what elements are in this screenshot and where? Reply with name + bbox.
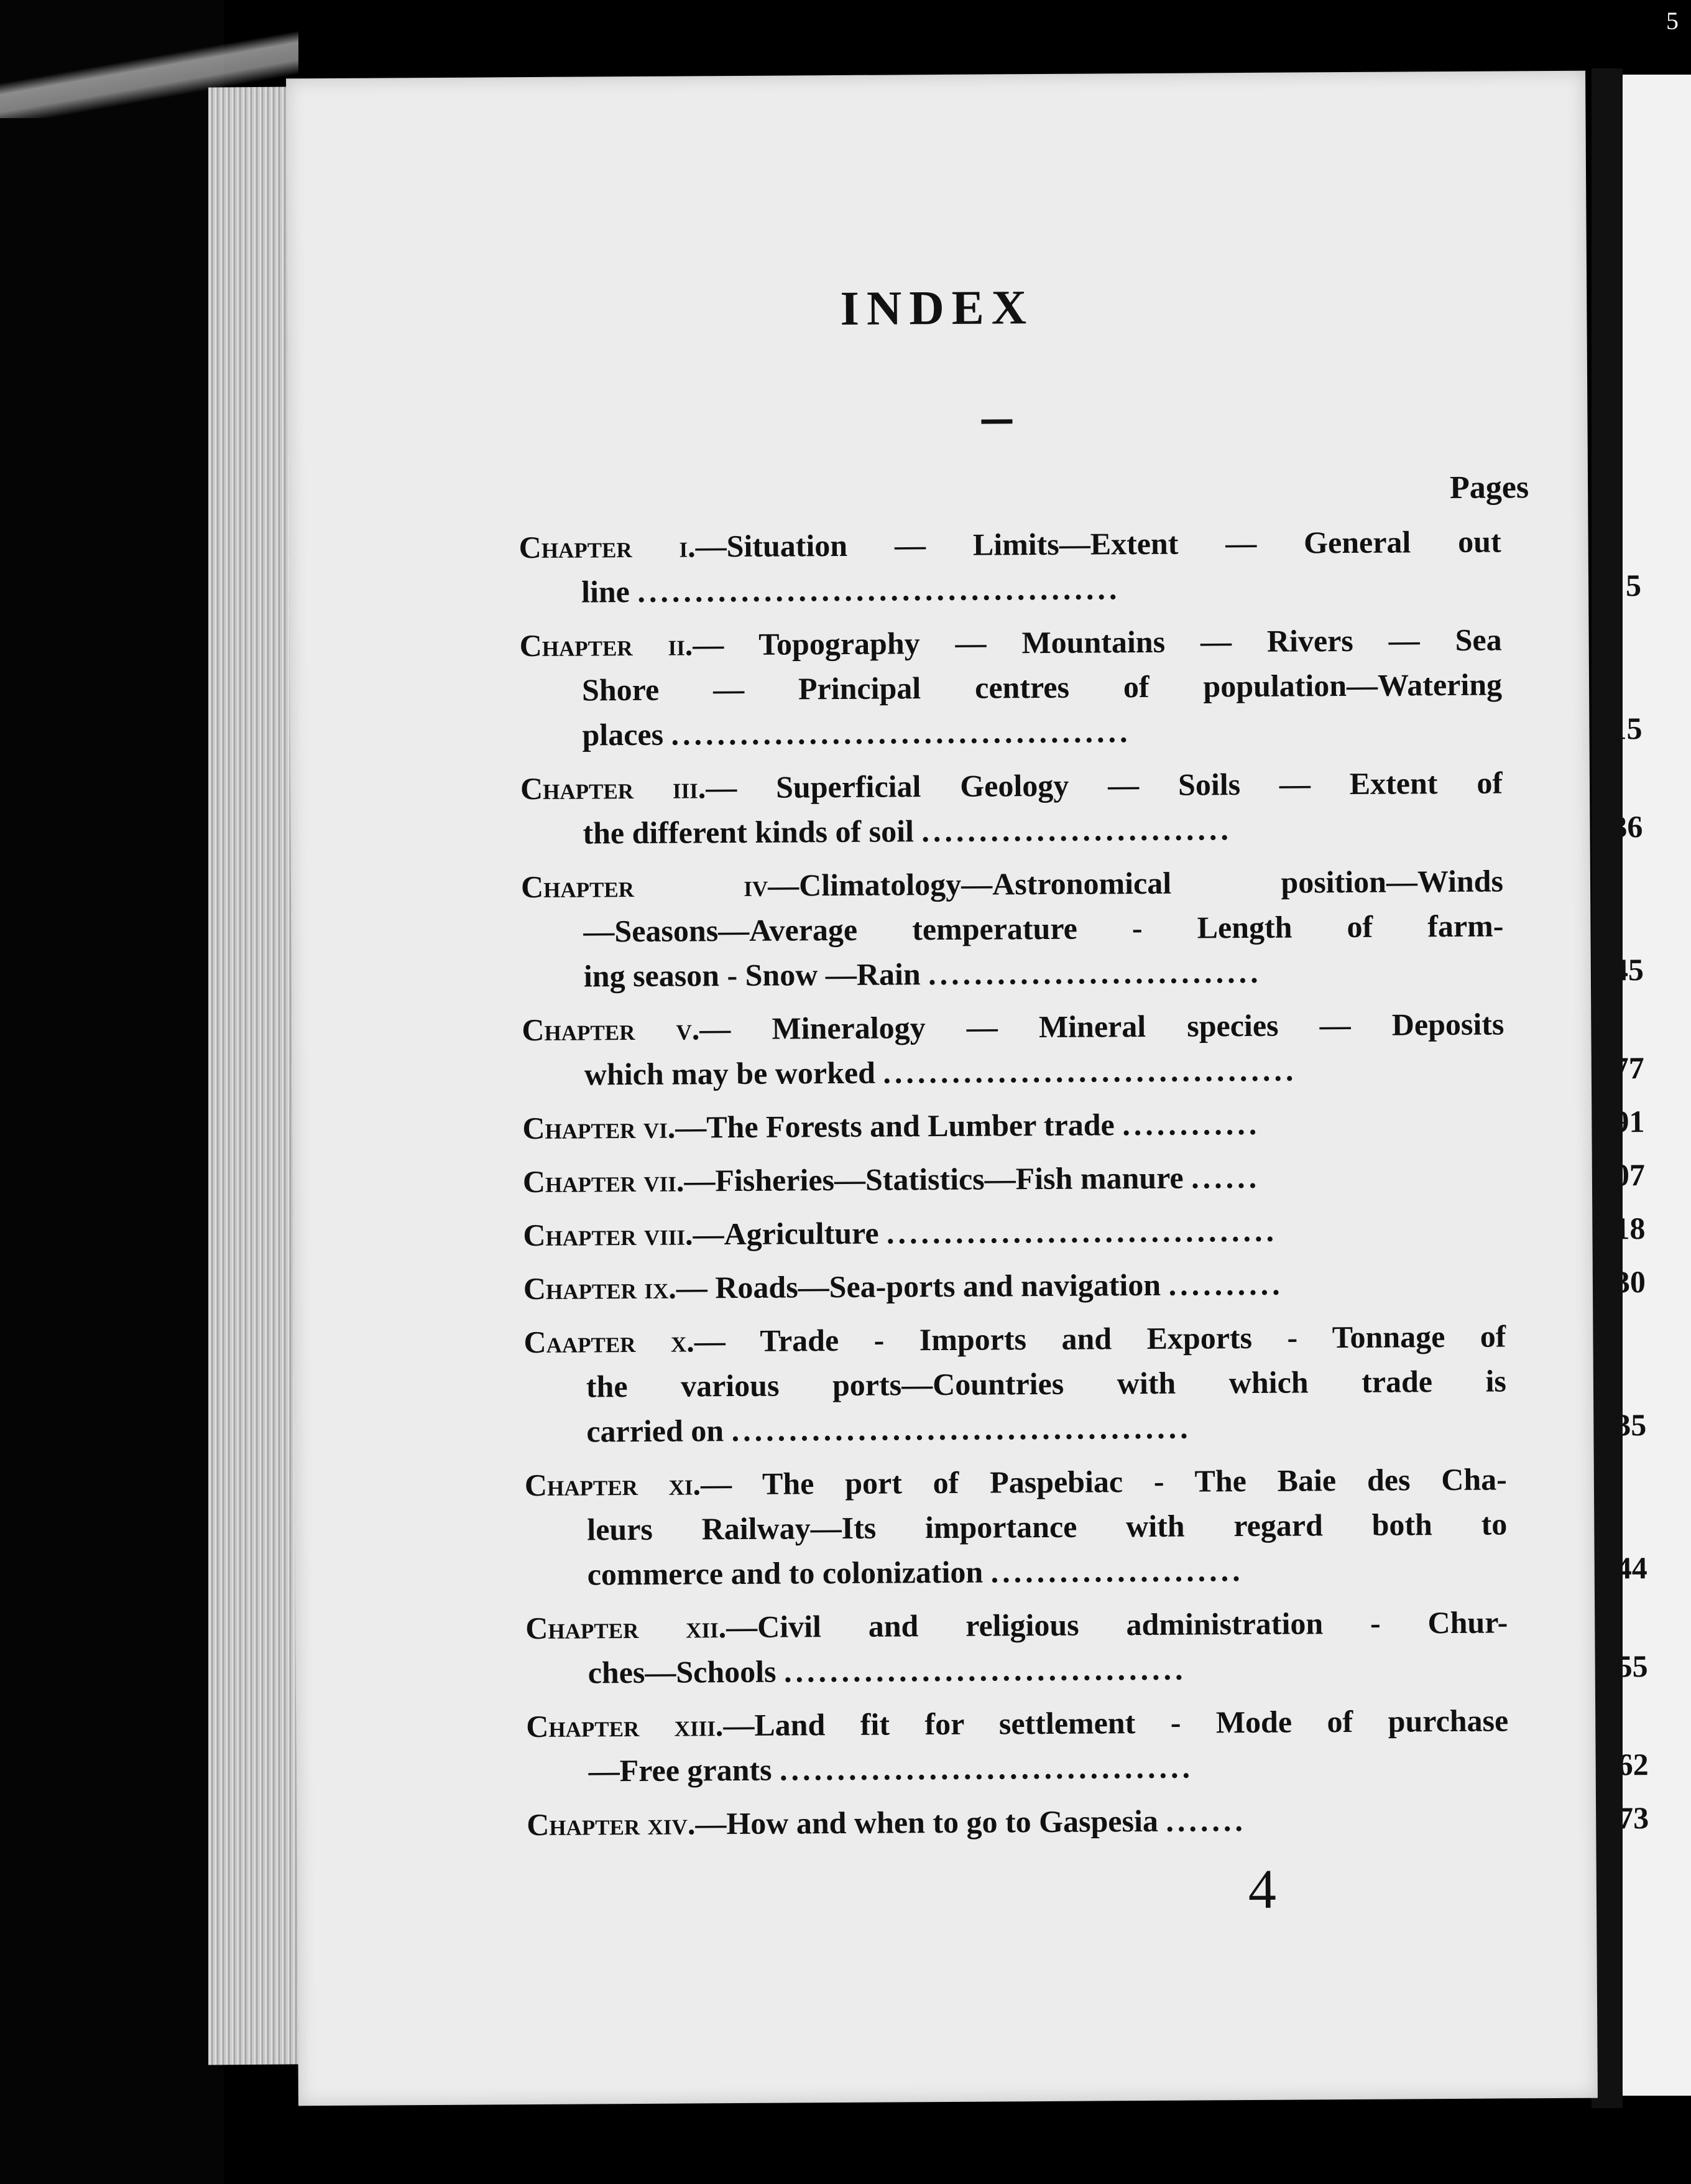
entry-line [522,1099,1504,1150]
title-rule [981,419,1012,423]
dot-leader: ....... [1166,1803,1247,1838]
entry-line [527,1796,1509,1847]
entry-text: — Mineralogy — Mineral species — Deposits [699,1006,1504,1047]
entry-line [526,1644,1508,1695]
page-number: 144 [1600,1550,1647,1586]
chapter-label: Chapter v. [522,1011,700,1048]
index-entry [520,858,1644,999]
chapter-label: Chapter vii. [522,1163,684,1200]
spine-curve [0,25,298,118]
entry-line [525,1546,1508,1597]
entry-line [521,903,1503,954]
index-entry [523,1260,1646,1311]
entry-text: carried on [586,1413,724,1449]
entry-line [523,1313,1506,1364]
entry-line [524,1403,1506,1454]
index-entries [518,519,1649,1856]
entry-text: the various ports—Countries with which trade is [586,1363,1507,1404]
entry-line [526,1698,1508,1749]
dot-leader: ............................. [928,954,1262,992]
entry-text: — The port of Paspebiac - The Baie des Cha- [700,1461,1508,1502]
left-book-cover [0,0,224,2184]
entry-text: — Trade - Imports and Exports - Tonnage of [694,1318,1506,1359]
entry-line [525,1456,1507,1507]
index-entry [525,1599,1648,1695]
entry-line [523,1206,1505,1257]
entry-line [523,1260,1506,1311]
dot-leader: .................................... [883,1052,1297,1090]
page-number: 130 [1598,1264,1646,1300]
chapter-label: Chapter vi. [522,1109,676,1146]
index-entry [526,1698,1649,1793]
index-entry [522,1001,1644,1097]
entry-line [526,1742,1508,1793]
index-page [286,71,1649,2106]
entry-text: —Fisheries—Statistics—Fish manure [684,1160,1184,1198]
page-number: 5 [1625,568,1642,603]
entry-text: which may be worked [584,1055,876,1092]
entry-text: Shore — Principal centres of population—Watering [581,667,1503,708]
entry-text: —Agriculture [693,1215,879,1252]
page-number: 118 [1600,1211,1646,1246]
chapter-label: Chapter ix. [523,1270,676,1307]
entry-text: —Civil and religious administration - Chur- [726,1604,1508,1645]
page-number: 91 [1613,1104,1645,1139]
entry-line [520,805,1503,856]
chapter-label: Chapter xiii. [526,1708,724,1744]
entry-text: —Free grants [588,1752,772,1788]
index-entry [519,617,1643,757]
dot-leader: ...................... [990,1553,1244,1589]
entry-text: commerce and to colonization [587,1554,984,1592]
handwritten-mark: 4 [1248,1858,1277,1921]
dot-leader: ................................... [783,1651,1187,1689]
page-number: 36 [1611,809,1643,844]
entry-line [519,563,1501,614]
chapter-label: Chapter xiv. [527,1806,696,1843]
entry-line [525,1501,1507,1552]
dot-leader: .......................................... [637,571,1121,609]
page-number: 77 [1613,1050,1644,1086]
page-number: 155 [1601,1649,1648,1684]
dot-leader: .................................... [779,1749,1194,1787]
index-entry [523,1206,1646,1257]
entry-line [524,1358,1506,1409]
entry-line [518,519,1501,570]
dot-leader: ............ [1122,1106,1261,1142]
entry-text: ches—Schools [587,1654,776,1690]
index-entry [524,1456,1647,1597]
entry-line [520,706,1502,757]
corner-mark: 5 [1666,7,1679,35]
page-number: 162 [1601,1747,1649,1782]
entry-text: the different kinds of soil [583,813,915,851]
entry-text: —Land fit for settlement - Mode of purchase [723,1703,1509,1743]
chapter-label: Chapter i. [518,529,696,565]
entry-text: — Roads—Sea-ports and navigation [676,1267,1161,1305]
entry-line [525,1599,1508,1650]
chapter-label: Chapter ii. [519,627,693,664]
index-entry [522,1099,1645,1150]
entry-line [522,1001,1504,1052]
chapter-label: Chapter iv [520,868,768,905]
index-entry [523,1313,1647,1454]
index-entry [520,760,1643,856]
entry-text: — Topography — Mountains — Rivers — Sea [693,622,1502,662]
dot-leader: ........................................ [671,714,1131,752]
entry-line [522,1046,1504,1097]
entry-text: places [582,716,664,752]
page-number: 173 [1602,1800,1649,1836]
entry-line [521,858,1503,909]
entry-text: ing season - Snow —Rain [583,956,921,994]
chapter-label: Chapter xi. [524,1466,701,1503]
page-number: 45 [1612,952,1644,988]
index-entry [518,519,1642,614]
index-entry [527,1796,1649,1847]
index-entry [522,1153,1646,1204]
pages-column-header: Pages [1449,470,1529,506]
entry-text: line [581,574,630,609]
entry-text: —The Forests and Lumber trade [675,1107,1115,1145]
page-number: 135 [1600,1407,1647,1443]
page-title: INDEX [840,280,1034,335]
chapter-label: Chapter iii. [520,770,706,807]
dot-leader: ...... [1191,1159,1261,1195]
entry-line [523,1153,1505,1204]
dot-leader: .......... [1168,1266,1284,1302]
entry-text: —How and when to go to Gaspesia [695,1803,1159,1841]
chapter-label: Chapter xii. [525,1609,727,1646]
entry-line [520,662,1502,713]
entry-line [520,760,1503,811]
entry-text: leurs Railway—Its importance with regard both to [587,1506,1508,1547]
chapter-label: Chapter viii. [523,1216,693,1253]
dot-leader: ........................................ [731,1410,1192,1448]
entry-text: —Seasons—Average temperature - Length of farm- [583,908,1504,949]
dot-leader: ........................... [921,812,1233,849]
page-number: 15 [1611,711,1643,746]
chapter-label: Caapter x. [523,1323,694,1360]
page-number: 107 [1598,1157,1646,1193]
entry-text: —Situation — Limits—Extent — General out [695,524,1501,564]
dot-leader: .................................. [886,1213,1278,1251]
entry-text: —Climatology—Astronomical position—Winds [767,863,1504,903]
entry-line [519,617,1501,668]
entry-line [522,948,1504,999]
entry-text: — Superficial Geology — Soils — Extent of [706,765,1503,805]
